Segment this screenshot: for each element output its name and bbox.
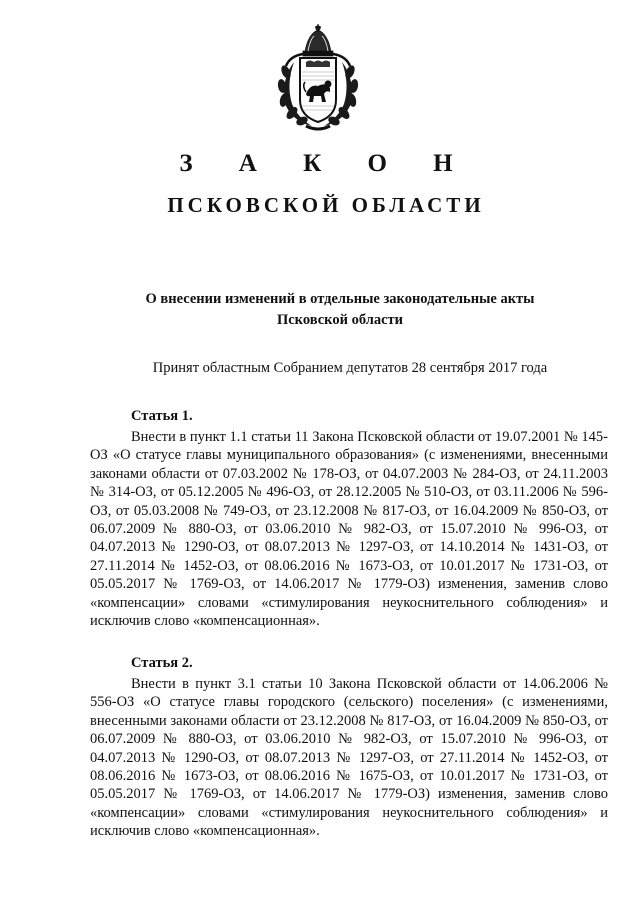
pskov-coat-of-arms-icon xyxy=(272,22,364,134)
article-text: Внести в пункт 1.1 статьи 11 Закона Псковской области от 19.07.2001 № 145-ОЗ «О статусе главы муниципального образования» (с изменениями, внесенными законами области от 07.03.2002 № 178-ОЗ, от 04.07.2003 № 284-ОЗ, от 24.11.2003 № 314-ОЗ, от 05.12.2005 № 496-ОЗ, от 28.12.2005 № 510-ОЗ, от 03.11.2006 № 596-ОЗ, от 05.03.2008 № 749-ОЗ, от 23.12.2008 № 817-ОЗ, от 16.04.2009 № 850-ОЗ, от 06.07.2009 № 880-ОЗ, от 03.06.2010 № 982-ОЗ, от 15.07.2010 № 996-ОЗ, от 04.07.2013 № 1290-ОЗ, от 08.07.2013 № 1297-ОЗ, от 14.10.2014 № 1431-ОЗ, от 27.11.2014 № 1452-ОЗ, от 08.06.2016 № 1673-ОЗ, от 10.01.2017 № 1731-ОЗ, от 05.05.2017 № 1769-ОЗ, от 14.06.2017 № 1779-ОЗ) изменения, заменив слово «компенсации» словами «стимулирования неукоснительного соблюдения» и исключив слово «компенсационная». xyxy=(90,429,608,630)
adoption-note: Принят областным Собранием депутатов 28 сентября 2017 года xyxy=(152,360,548,376)
law-subject-line: О внесении изменений в отдельные законодательные акты xyxy=(145,291,535,307)
law-subject-line: Псковской области xyxy=(276,312,404,328)
article-heading: Статья 1. xyxy=(131,408,193,424)
article-heading: Статья 2. xyxy=(131,655,193,671)
region-title: ПСКОВСКОЙ ОБЛАСТИ xyxy=(167,193,485,217)
article-text: Внести в пункт 3.1 статьи 10 Закона Псковской области от 14.06.2006 № 556-ОЗ «О статусе главы городского (сельского) поселения» (с изменениями, внесенными законами области от 23.12.2008 № 817-ОЗ, от 16.04.2009 № 850-ОЗ, от 06.07.2009 № 880-ОЗ, от 03.06.2010 № 982-ОЗ, от 15.07.2010 № 996-ОЗ, от 04.07.2013 № 1290-ОЗ, от 08.07.2013 № 1297-ОЗ, от 27.11.2014 № 1452-ОЗ, от 08.06.2016 № 1673-ОЗ, от 08.06.2016 № 1675-ОЗ, от 10.01.2017 № 1731-ОЗ, от 05.05.2017 № 1769-ОЗ, от 14.06.2017 № 1779-ОЗ) изменения, заменив слово «компенсации» словами «стимулирования неукоснительного соблюдения» и исключив слово «компенсационная». xyxy=(90,676,608,840)
law-subject xyxy=(120,289,560,331)
law-title: З А К О Н xyxy=(179,150,473,177)
